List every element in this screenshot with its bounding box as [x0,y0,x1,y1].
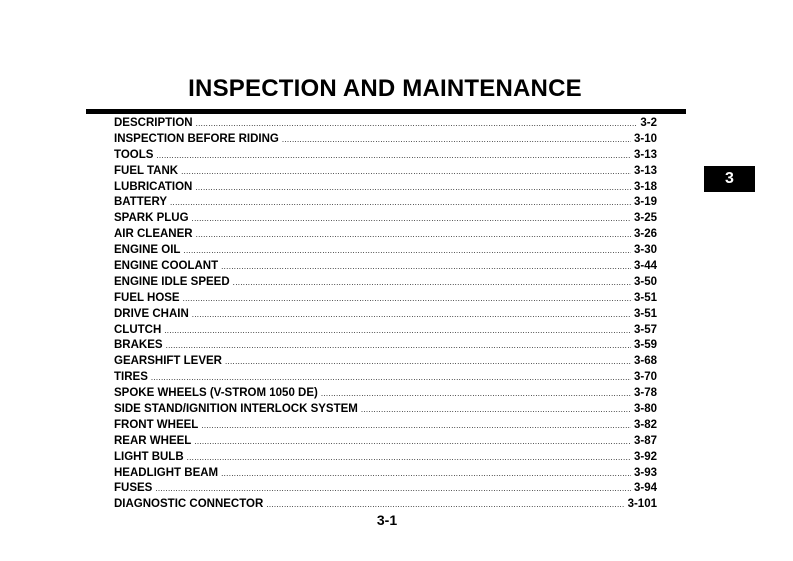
toc-entry-label: ENGINE OIL [114,244,181,257]
title-rule [86,109,686,114]
toc-entry[interactable] [114,149,657,165]
toc-leader-dots [266,500,624,509]
page-number: 3-1 [376,512,398,528]
toc-entry-label: CLUTCH [114,323,162,336]
toc-entry-page: 3-50 [633,275,657,288]
toc-leader-dots [166,341,631,350]
toc-entry[interactable] [114,276,657,292]
toc-entry-page: 3-13 [633,148,657,161]
toc-leader-dots [155,484,631,493]
toc-entry-label: SIDE STAND/IGNITION INTERLOCK SYSTEM [114,403,358,416]
toc-entry-page: 3-92 [633,450,657,463]
toc-entry-page: 3-59 [633,339,657,352]
toc-leader-dots [183,294,631,303]
toc-entry-page: 3-13 [633,164,657,177]
toc-leader-dots [195,183,631,192]
toc-leader-dots [321,389,631,398]
toc-entry-label: DESCRIPTION [114,117,193,129]
toc-entry-label: REAR WHEEL [114,434,192,447]
toc-leader-dots [164,326,631,335]
toc-entry-page: 3-26 [633,228,657,241]
toc-entry[interactable] [114,196,657,212]
toc-entry-label: DIAGNOSTIC CONNECTOR [114,498,264,511]
toc-entry[interactable] [114,355,657,371]
toc-entry-label: LUBRICATION [114,180,193,193]
toc-entry[interactable] [114,308,657,324]
toc-leader-dots [194,437,631,446]
toc-entry-page: 3-51 [633,307,657,320]
toc-entry[interactable] [114,117,657,133]
toc-leader-dots [196,230,631,239]
toc-entry[interactable] [114,451,657,467]
toc-entry-label: DRIVE CHAIN [114,307,189,320]
toc-entry-page: 3-30 [633,244,657,257]
toc-leader-dots [183,246,631,255]
toc-entry[interactable] [114,165,657,181]
toc-entry[interactable] [114,181,657,197]
toc-entry-page: 3-18 [633,180,657,193]
toc-entry[interactable] [114,244,657,260]
toc-leader-dots [225,357,631,366]
table-of-contents [114,117,657,514]
toc-entry[interactable] [114,387,657,403]
toc-entry-label: SPOKE WHEELS (V-STROM 1050 DE) [114,387,318,400]
toc-entry-page: 3-93 [633,466,657,479]
toc-entry-page: 3-68 [633,355,657,368]
toc-entry-label: TIRES [114,371,148,384]
toc-entry-page: 3-44 [633,260,657,273]
toc-leader-dots [201,421,631,430]
toc-entry-label: SPARK PLUG [114,212,189,225]
toc-leader-dots [221,469,631,478]
toc-entry-label: HEADLIGHT BEAM [114,466,219,479]
toc-entry-label: ENGINE IDLE SPEED [114,275,230,288]
toc-leader-dots [196,119,638,128]
toc-entry[interactable] [114,403,657,419]
toc-leader-dots [181,167,631,176]
toc-leader-dots [361,405,631,414]
toc-entry-label: FUEL TANK [114,164,179,177]
toc-entry-page: 3-82 [633,418,657,431]
toc-entry[interactable] [114,228,657,244]
section-tab: 3 [704,166,755,192]
toc-entry-label: LIGHT BULB [114,450,184,463]
toc-entry-label: GEARSHIFT LEVER [114,355,222,368]
toc-entry[interactable] [114,419,657,435]
toc-leader-dots [221,262,631,271]
toc-entry[interactable] [114,467,657,483]
toc-entry-page: 3-57 [633,323,657,336]
toc-entry[interactable] [114,292,657,308]
toc-entry-label: TOOLS [114,148,154,161]
toc-entry-page: 3-78 [633,387,657,400]
toc-entry[interactable] [114,324,657,340]
toc-leader-dots [233,278,631,287]
toc-entry[interactable] [114,260,657,276]
toc-entry-page: 3-25 [633,212,657,225]
toc-entry-page: 3-10 [633,132,657,145]
toc-entry-label: FUEL HOSE [114,291,180,304]
toc-entry-page: 3-70 [633,371,657,384]
toc-entry[interactable] [114,371,657,387]
toc-entry[interactable] [114,133,657,149]
toc-entry-label: INSPECTION BEFORE RIDING [114,132,279,145]
toc-entry-page: 3-2 [640,117,657,129]
toc-entry[interactable] [114,435,657,451]
toc-entry-label: FRONT WHEEL [114,418,199,431]
toc-entry-label: AIR CLEANER [114,228,193,241]
toc-entry-label: ENGINE COOLANT [114,260,219,273]
toc-entry[interactable] [114,482,657,498]
toc-leader-dots [151,373,631,382]
toc-entry-page: 3-80 [633,403,657,416]
toc-leader-dots [282,135,631,144]
toc-leader-dots [187,453,631,462]
toc-entry-page: 3-87 [633,434,657,447]
toc-leader-dots [156,151,631,160]
page-title: INSPECTION AND MAINTENANCE [188,75,582,102]
toc-leader-dots [192,310,631,319]
toc-entry-page: 3-94 [633,482,657,495]
toc-entry-label: FUSES [114,482,153,495]
toc-entry-label: BATTERY [114,196,168,209]
toc-entry[interactable] [114,339,657,355]
toc-leader-dots [170,198,631,207]
toc-entry-label: BRAKES [114,339,163,352]
toc-entry-page: 3-51 [633,291,657,304]
toc-entry[interactable] [114,212,657,228]
toc-entry-page: 3-101 [627,498,657,511]
toc-entry-page: 3-19 [633,196,657,209]
toc-leader-dots [192,214,631,223]
